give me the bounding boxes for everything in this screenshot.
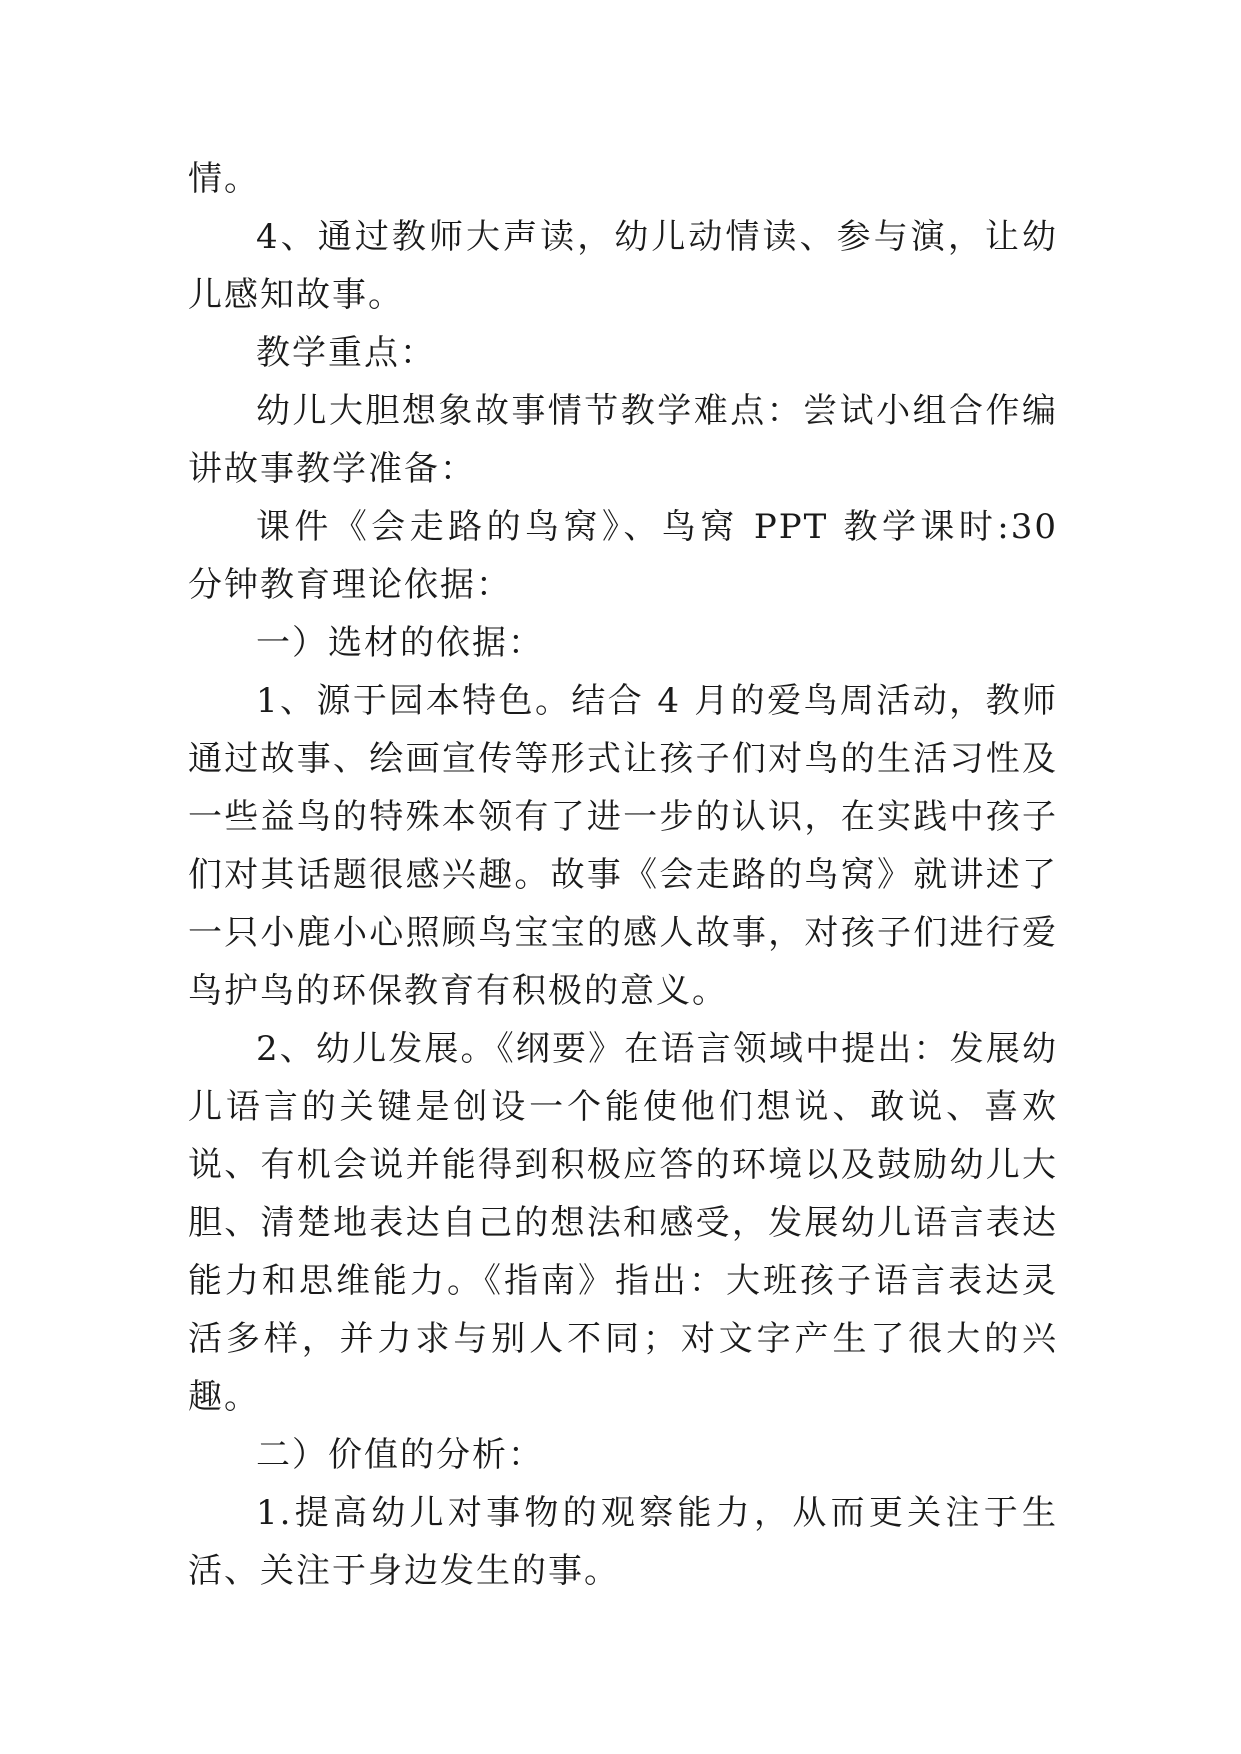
paragraph-basis-2: 2、幼儿发展。《纲要》在语言领域中提出：发展幼儿语言的关键是创设一个能使他们想说、敢说、喜欢说、有机会说并能得到积极应答的环境以及鼓励幼儿大胆、清楚地表达自己的想法和感受，发展幼儿语言表达能力和思维能力。《指南》指出：大班孩子语言表达灵活多样，并力求与别人不同；对文字产生了很大的兴趣。 xyxy=(188,1029,1058,1417)
paragraph-focus-difficulty: 幼儿大胆想象故事情节教学难点：尝试小组合作编讲故事教学准备： xyxy=(188,391,1058,489)
document-body xyxy=(188,150,1058,1600)
heading-material-basis: 一）选材的依据： xyxy=(256,623,544,663)
heading-teaching-focus: 教学重点： xyxy=(256,333,436,373)
paragraph-item-4: 4、通过教师大声读，幼儿动情读、参与演，让幼儿感知故事。 xyxy=(188,217,1058,315)
paragraph-value-1: 1.提高幼儿对事物的观察能力，从而更关注于生活、关注于身边发生的事。 xyxy=(188,1493,1058,1591)
paragraph-preparation: 课件《会走路的鸟窝》、鸟窝 PPT 教学课时:30 分钟教育理论依据： xyxy=(188,507,1058,605)
paragraph-basis-1: 1、源于园本特色。结合 4 月的爱鸟周活动，教师通过故事、绘画宣传等形式让孩子们对鸟的生活习性及一些益鸟的特殊本领有了进一步的认识，在实践中孩子们对其话题很感兴趣。故事《会走路的鸟窝》就讲述了一只小鹿小心照顾鸟宝宝的感人故事，对孩子们进行爱鸟护鸟的环保教育有积极的意义。 xyxy=(188,681,1058,1011)
heading-value-analysis: 二）价值的分析： xyxy=(256,1435,544,1475)
paragraph-continuation: 情。 xyxy=(188,159,260,199)
